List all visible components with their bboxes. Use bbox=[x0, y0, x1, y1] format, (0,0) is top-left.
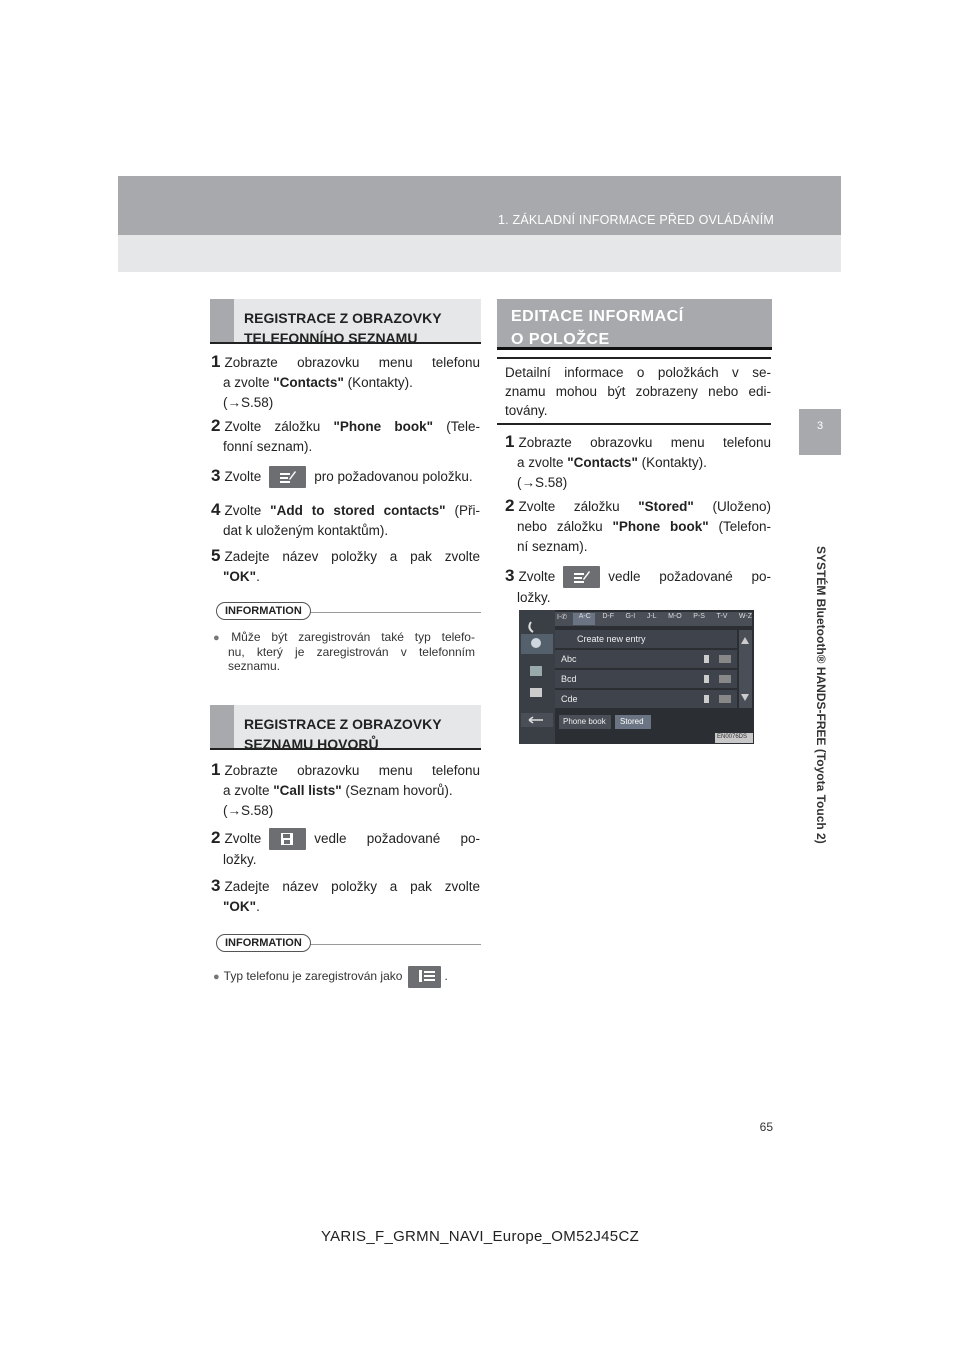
alpha-tab: T-V bbox=[716, 613, 728, 620]
step-3 bbox=[211, 876, 480, 917]
step-keyword: "Contacts" bbox=[273, 375, 344, 390]
step-keyword: "Contacts" bbox=[567, 455, 638, 470]
description-box bbox=[497, 357, 771, 425]
step-text: a zvolte bbox=[223, 783, 274, 798]
description-line: Detailní informace o položkách v se- bbox=[505, 365, 771, 380]
step-3 bbox=[211, 466, 480, 488]
step-text: ní seznam). bbox=[517, 539, 588, 554]
info-label: INFORMATION bbox=[216, 934, 311, 952]
info-line: . bbox=[444, 969, 448, 984]
document-code: YARIS_F_GRMN_NAVI_Europe_OM52J45CZ bbox=[320, 1228, 640, 1245]
tab-phone-book: Phone book bbox=[563, 717, 606, 726]
step-text: vedle požadované po- bbox=[314, 831, 480, 846]
step-text: dat k uloženým kontaktům). bbox=[223, 523, 389, 538]
info-line: Může být zaregistrován také typ telefo- bbox=[231, 630, 475, 644]
step-1 bbox=[211, 352, 480, 413]
step-2 bbox=[211, 828, 480, 870]
alpha-tab: I-✆ bbox=[557, 614, 568, 621]
step-text: Zadejte název položky a pak zvolte bbox=[224, 549, 480, 564]
list-item: Bcd bbox=[561, 674, 577, 684]
step-keyword: "Add to stored contacts" bbox=[270, 503, 446, 518]
step-2 bbox=[211, 416, 480, 457]
bullet-icon: ● bbox=[213, 971, 220, 984]
step-text: (Tele- bbox=[446, 419, 480, 434]
page-ref: (→S.58) bbox=[517, 475, 568, 490]
step-text: Zvolte záložku bbox=[224, 419, 334, 434]
step-number: 4 bbox=[211, 500, 221, 519]
alpha-tab: A-C bbox=[578, 613, 591, 620]
section-title-line: REGISTRACE Z OBRAZOVKY bbox=[244, 310, 442, 326]
info-divider bbox=[300, 944, 481, 945]
step-number: 2 bbox=[505, 496, 515, 515]
info-text bbox=[213, 630, 475, 673]
info-label: INFORMATION bbox=[216, 602, 311, 620]
step-number: 2 bbox=[211, 828, 221, 847]
step-text: ložky. bbox=[517, 590, 551, 606]
section-header-phonebook bbox=[210, 299, 481, 344]
step-1 bbox=[211, 760, 480, 821]
step-1 bbox=[505, 432, 771, 493]
step-text: (Seznam hovorů). bbox=[341, 783, 453, 798]
section-header-bar bbox=[210, 299, 234, 342]
list-item: Abc bbox=[561, 654, 577, 664]
section-title bbox=[244, 714, 442, 754]
step-number: 1 bbox=[505, 432, 515, 451]
list-item: Create new entry bbox=[577, 634, 646, 644]
bullet-icon: ● bbox=[213, 632, 228, 644]
step-text: vedle požadované po- bbox=[608, 569, 771, 584]
step-number: 5 bbox=[211, 546, 221, 565]
phonebook-type-icon bbox=[408, 966, 441, 988]
step-text: Zvolte bbox=[224, 831, 262, 846]
section-title-line: TELEFONNÍHO SEZNAMU bbox=[244, 330, 418, 346]
info-line: seznamu. bbox=[228, 659, 281, 673]
step-number: 3 bbox=[211, 876, 221, 895]
step-text: . bbox=[256, 569, 260, 584]
phonebook-screen bbox=[519, 610, 754, 744]
step-2 bbox=[505, 496, 771, 557]
step-text: (Telefon- bbox=[718, 519, 771, 534]
step-text: Zobrazte obrazovku menu telefonu bbox=[224, 355, 480, 370]
section-title bbox=[511, 305, 684, 351]
step-keyword: "Call lists" bbox=[273, 783, 342, 798]
step-4 bbox=[211, 500, 480, 541]
alpha-tab: G-I bbox=[625, 613, 636, 620]
alpha-tab: W-Z bbox=[738, 613, 752, 620]
step-text: (Kontakty). bbox=[343, 375, 413, 390]
step-text: pro požadovanou položku. bbox=[314, 469, 473, 484]
step-text: Zvolte záložku bbox=[518, 499, 639, 514]
step-text: Zadejte název položky a pak zvolte bbox=[224, 879, 480, 894]
step-text: a zvolte bbox=[517, 455, 568, 470]
step-5 bbox=[211, 546, 480, 587]
step-text: nebo záložku bbox=[517, 519, 613, 534]
step-text: Zvolte bbox=[518, 569, 556, 584]
description-line: továny. bbox=[505, 403, 548, 418]
chapter-side-label: SYSTÉM Bluetooth® HANDS-FREE (Toyota Touch 2) bbox=[814, 546, 828, 844]
step-text: Zvolte bbox=[224, 503, 271, 518]
step-number: 3 bbox=[505, 566, 515, 585]
step-3 bbox=[505, 566, 771, 608]
step-keyword: "Phone book" bbox=[612, 519, 709, 534]
edit-icon bbox=[269, 466, 306, 488]
alpha-tab: D-F bbox=[602, 613, 614, 620]
section-title-line: EDITACE INFORMACÍ bbox=[511, 308, 684, 325]
tab-stored: Stored bbox=[620, 717, 644, 726]
info-text bbox=[213, 966, 481, 988]
save-icon bbox=[269, 828, 306, 850]
alpha-tab: M-O bbox=[668, 613, 682, 620]
chapter-number: 3 bbox=[816, 420, 824, 432]
step-number: 1 bbox=[211, 352, 221, 371]
info-line: Typ telefonu je zaregistrován jako bbox=[223, 969, 403, 984]
step-text: Zvolte bbox=[224, 469, 262, 484]
section-header-edit bbox=[497, 299, 772, 350]
image-code: EN0076DS bbox=[717, 734, 748, 740]
section-header-calllist bbox=[210, 705, 481, 750]
page-ref: (→S.58) bbox=[223, 395, 274, 410]
page-number: 65 bbox=[759, 1120, 773, 1134]
alpha-tab: J-L bbox=[646, 613, 657, 620]
section-title-line: REGISTRACE Z OBRAZOVKY bbox=[244, 716, 442, 732]
step-text: . bbox=[256, 899, 260, 914]
section-title-line: SEZNAMU HOVORŮ bbox=[244, 736, 379, 752]
step-text: Zobrazte obrazovku menu telefonu bbox=[518, 435, 771, 450]
step-text: (Uloženo) bbox=[712, 499, 771, 514]
alphabet-tabs bbox=[557, 613, 752, 621]
step-number: 2 bbox=[211, 416, 221, 435]
step-text: (Kontakty). bbox=[637, 455, 707, 470]
info-divider bbox=[300, 612, 481, 613]
chapter-tab bbox=[799, 409, 841, 455]
page-ref: (→S.58) bbox=[223, 803, 274, 818]
section-header-bar bbox=[210, 705, 234, 748]
step-text: ložky. bbox=[223, 852, 257, 868]
list-item: Cde bbox=[561, 694, 578, 704]
section-title-line: O POLOŽCE bbox=[511, 331, 610, 348]
section-title bbox=[244, 308, 442, 348]
step-keyword: "Phone book" bbox=[333, 419, 433, 434]
step-number: 3 bbox=[211, 466, 221, 485]
step-keyword: "OK" bbox=[223, 899, 257, 914]
edit-icon bbox=[563, 566, 600, 588]
chapter-title: 1. ZÁKLADNÍ INFORMACE PŘED OVLÁDÁNÍM bbox=[498, 213, 774, 227]
step-text: a zvolte bbox=[223, 375, 274, 390]
step-text: (Při- bbox=[454, 503, 480, 518]
step-number: 1 bbox=[211, 760, 221, 779]
description-line: znamu mohou být zobrazeny nebo edi- bbox=[505, 384, 771, 399]
info-line: nu, který je zaregistrován v telefonním bbox=[228, 645, 475, 659]
alpha-tab: P-S bbox=[693, 613, 705, 620]
step-text: fonní seznam). bbox=[223, 439, 313, 454]
step-keyword: "Stored" bbox=[638, 499, 694, 514]
step-keyword: "OK" bbox=[223, 569, 257, 584]
step-text: Zobrazte obrazovku menu telefonu bbox=[224, 763, 480, 778]
